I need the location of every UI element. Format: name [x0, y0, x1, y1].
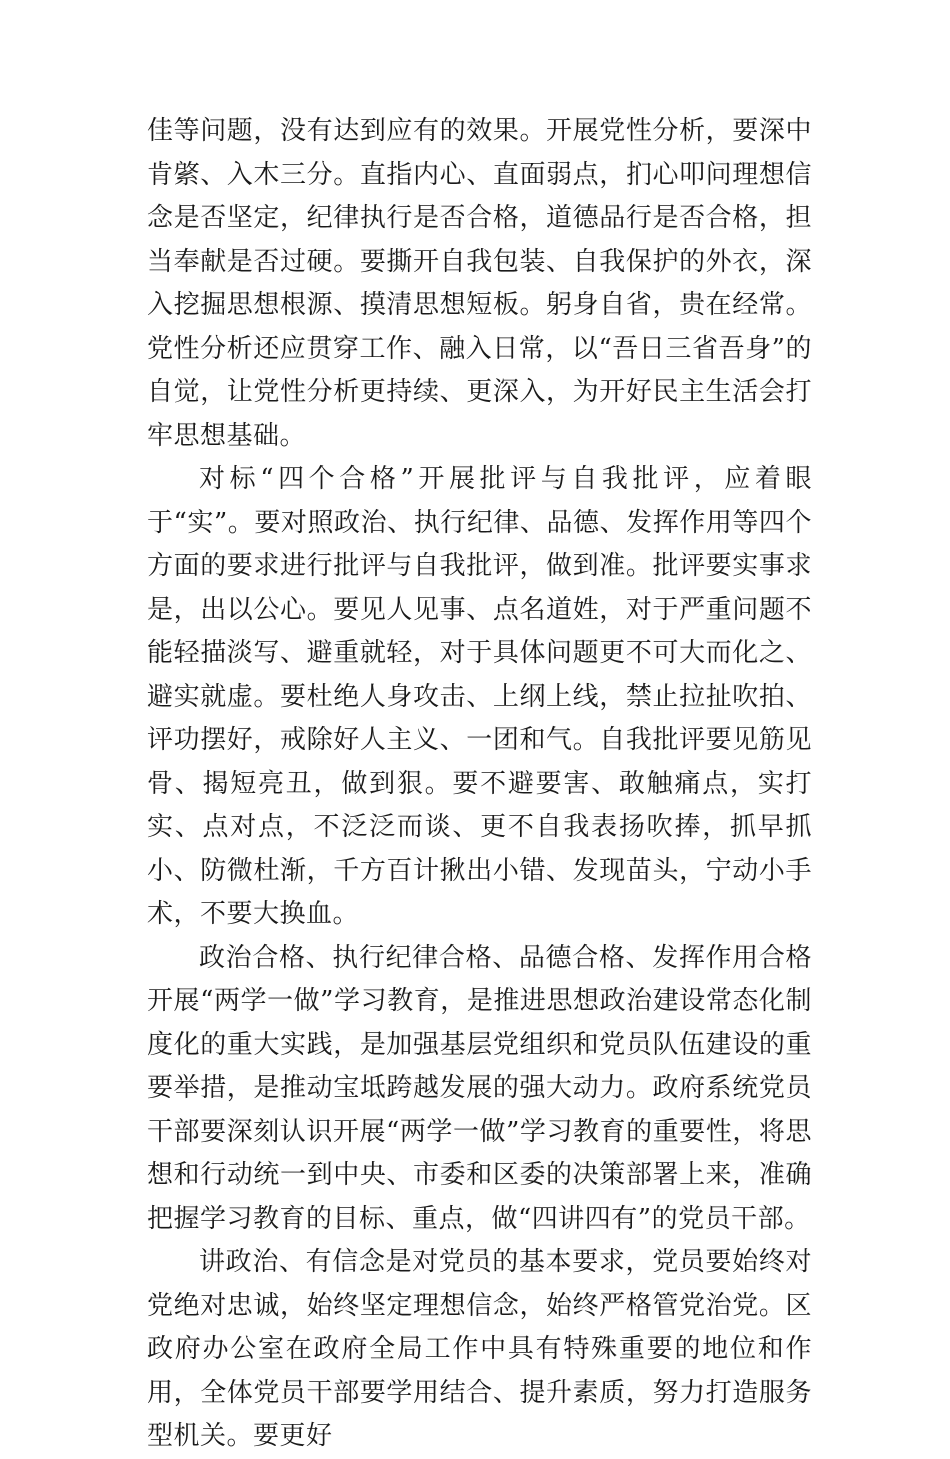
paragraph-criticism: 对标“四个合格”开展批评与自我批评，应着眼于“实”。要对照政治、执行纪律、品德、发挥作用等四个方面的要求进行批评与自我批评，做到准。批评要实事求是，出以公心。要见人见事、点名道姓，对于严重问题不能轻描淡写、避重就轻，对于具体问题更不可大而化之、避实就虚。要杜绝人身攻击、上纲上线，禁止拉扯吹拍、评功摆好，戒除好人主义、一团和气。自我批评要见筋见骨、揭短亮丑，做到狠。要不避要害、敢触痛点，实打实、点对点，不泛泛而谈、更不自我表扬吹捧，抓早抓小、防微杜渐，千方百计揪出小错、发现苗头，宁动小手术，不要大换血。 [147, 464, 812, 929]
paragraph-continuation: 佳等问题，没有达到应有的效果。开展党性分析，要深中肯綮、入木三分。直指内心、直面弱点，扪心叩问理想信念是否坚定，纪律执行是否合格，道德品行是否合格，担当奉献是否过硬。要撕开自我包装、自我保护的外衣，深入挖掘思想根源、摸清思想短板。躬身自省，贵在经常。党性分析还应贯穿工作、融入日常，以“吾日三省吾身”的自觉，让党性分析更持续、更深入，为开好民主生活会打牢思想基础。 [147, 116, 812, 451]
document-body [147, 110, 812, 1459]
paragraph-politics: 讲政治、有信念是对党员的基本要求，党员要始终对党绝对忠诚，始终坚定理想信念，始终严格管党治党。区政府办公室在政府全局工作中具有特殊重要的地位和作用，全体党员干部要学用结合、提升素质，努力打造服务型机关。要更好 [147, 1247, 812, 1451]
paragraph-two-studies: 政治合格、执行纪律合格、品德合格、发挥作用合格 开展“两学一做”学习教育，是推进思想政治建设常态化制度化的重大实践，是加强基层党组织和党员队伍建设的重要举措，是推动宝坻跨越发展的强大动力。政府系统党员干部要深刻认识开展“两学一做”学习教育的重要性，将思想和行动统一到中央、市委和区委的决策部署上来，准确把握学习教育的目标、重点，做“四讲四有”的党员干部。 [147, 942, 812, 1234]
